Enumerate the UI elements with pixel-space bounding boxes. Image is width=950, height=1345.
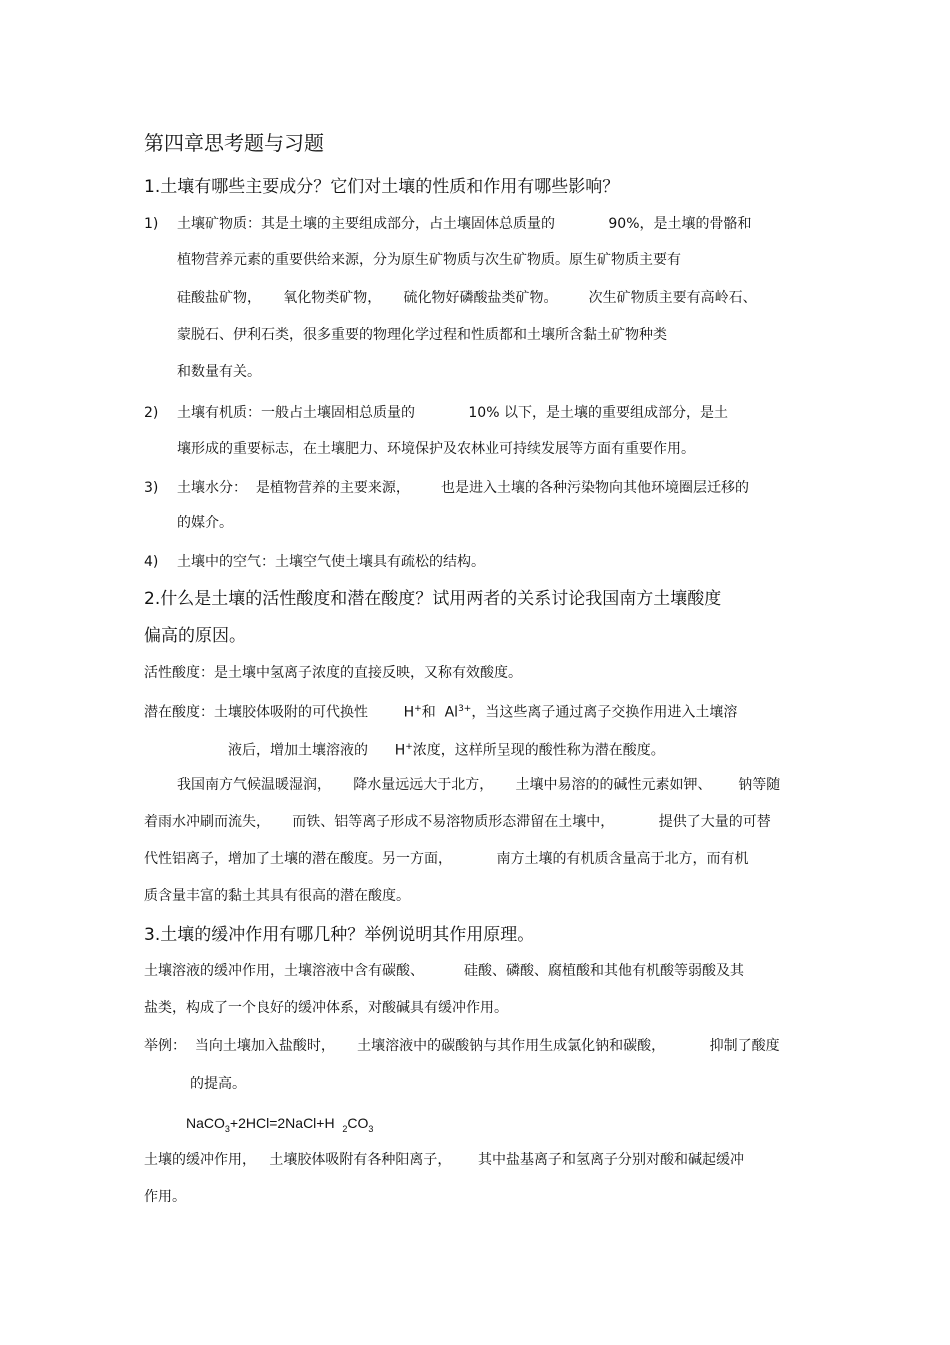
subscript: 3 bbox=[224, 1123, 230, 1134]
chemical-equation bbox=[186, 1114, 373, 1138]
example-text: 的提高。 bbox=[190, 1076, 246, 1092]
potential-acidity-text: ，当这些离子通过离子交换作用进入土壤溶 bbox=[471, 704, 738, 721]
item-1-line: 土壤矿物质：其是土壤的主要组成部分，占土壤固体总质量的 90%，是土壤的骨骼和 bbox=[177, 216, 752, 232]
superscript: 3+ bbox=[458, 704, 472, 714]
subscript: 2 bbox=[342, 1123, 348, 1134]
item-3-line: 土壤水分： 是植物营养的主要来源， 也是进入土壤的各种污染物向其他环境圈层迁移的 bbox=[177, 480, 750, 496]
item-number: 1) bbox=[144, 216, 159, 232]
superscript: + bbox=[414, 704, 422, 714]
question-2: 偏高的原因。 bbox=[144, 626, 246, 646]
page-title: 第四章思考题与习题 bbox=[144, 131, 324, 155]
potential-acidity-text: 浓度，这样所呈现的酸性称为潜在酸度。 bbox=[412, 742, 665, 759]
example-text: 举例： 当向土壤加入盐酸时， 土壤溶液中的碳酸钠与其作用生成氯化钠和碳酸， 抑制了酸度 bbox=[144, 1038, 780, 1054]
potential-acidity-text: 潜在酸度：土壤胶体吸附的可代换性 H bbox=[144, 704, 415, 721]
potential-acidity-text: 和 Al bbox=[421, 704, 459, 721]
item-3-line: 的媒介。 bbox=[177, 515, 233, 531]
item-number: 4) bbox=[144, 554, 159, 570]
equation-part: +2HCl=2NaCl+H bbox=[229, 1115, 343, 1131]
item-1-line: 和数量有关。 bbox=[177, 364, 261, 380]
buffer-text: 土壤溶液的缓冲作用，土壤溶液中含有碳酸、 硅酸、磷酸、腐植酸和其他有机酸等弱酸及其 bbox=[144, 963, 745, 979]
item-number: 3) bbox=[144, 480, 159, 496]
item-2-line: 壤形成的重要标志，在土壤肥力、环境保护及农林业可持续发展等方面有重要作用。 bbox=[177, 441, 695, 457]
subscript: 3 bbox=[368, 1123, 374, 1134]
buffer-text: 盐类，构成了一个良好的缓冲体系，对酸碱具有缓冲作用。 bbox=[144, 1000, 508, 1016]
item-number: 2) bbox=[144, 405, 159, 421]
item-2-line: 土壤有机质：一般占土壤固相总质量的 10% 以下，是土壤的重要组成部分，是土 bbox=[177, 405, 728, 421]
equation-part: NaCO bbox=[186, 1115, 225, 1131]
paragraph-line: 着雨水冲刷而流失， 而铁、铝等离子形成不易溶物质形态滞留在土壤中， 提供了大量的可替 bbox=[144, 814, 771, 830]
buffer-text: 土壤的缓冲作用， 土壤胶体吸附有各种阳离子， 其中盐基离子和氢离子分别对酸和碱起缓冲 bbox=[144, 1152, 745, 1168]
paragraph-line: 代性铝离子，增加了土壤的潜在酸度。另一方面， 南方土壤的有机质含量高于北方，而有机 bbox=[144, 851, 749, 867]
item-1-line: 植物营养元素的重要供给来源，分为原生矿物质与次生矿物质。原生矿物质主要有 bbox=[177, 252, 681, 268]
item-1-line: 蒙脱石、伊利石类，很多重要的物理化学过程和性质都和土壤所含黏土矿物种类 bbox=[177, 327, 667, 343]
item-1-line: 硅酸盐矿物， 氧化物类矿物， 硫化物好磷酸盐类矿物。 次生矿物质主要有高岭石、 bbox=[177, 290, 757, 306]
question-3: 3.土壤的缓冲作用有哪几种？举例说明其作用原理。 bbox=[144, 925, 535, 945]
paragraph-line: 质含量丰富的黏土其具有很高的潜在酸度。 bbox=[144, 888, 410, 904]
paragraph-line: 我国南方气候温暖湿润， 降水量远远大于北方， 土壤中易溶的的碱性元素如钾、 钠等随 bbox=[177, 777, 781, 793]
superscript: + bbox=[405, 742, 413, 752]
active-acidity: 活性酸度：是土壤中氢离子浓度的直接反映，又称有效酸度。 bbox=[144, 665, 522, 681]
question-1: 1.土壤有哪些主要成分？它们对土壤的性质和作用有哪些影响？ bbox=[144, 177, 620, 197]
equation-part: CO bbox=[347, 1115, 369, 1131]
potential-acidity-text: 液后，增加土壤溶液的 H bbox=[228, 742, 406, 759]
potential-acidity bbox=[144, 700, 737, 722]
potential-acidity bbox=[228, 738, 665, 760]
buffer-text: 作用。 bbox=[144, 1189, 186, 1205]
question-2: 2.什么是土壤的活性酸度和潜在酸度？试用两者的关系讨论我国南方土壤酸度 bbox=[144, 589, 722, 609]
item-4-line: 土壤中的空气：土壤空气使土壤具有疏松的结构。 bbox=[177, 554, 485, 570]
